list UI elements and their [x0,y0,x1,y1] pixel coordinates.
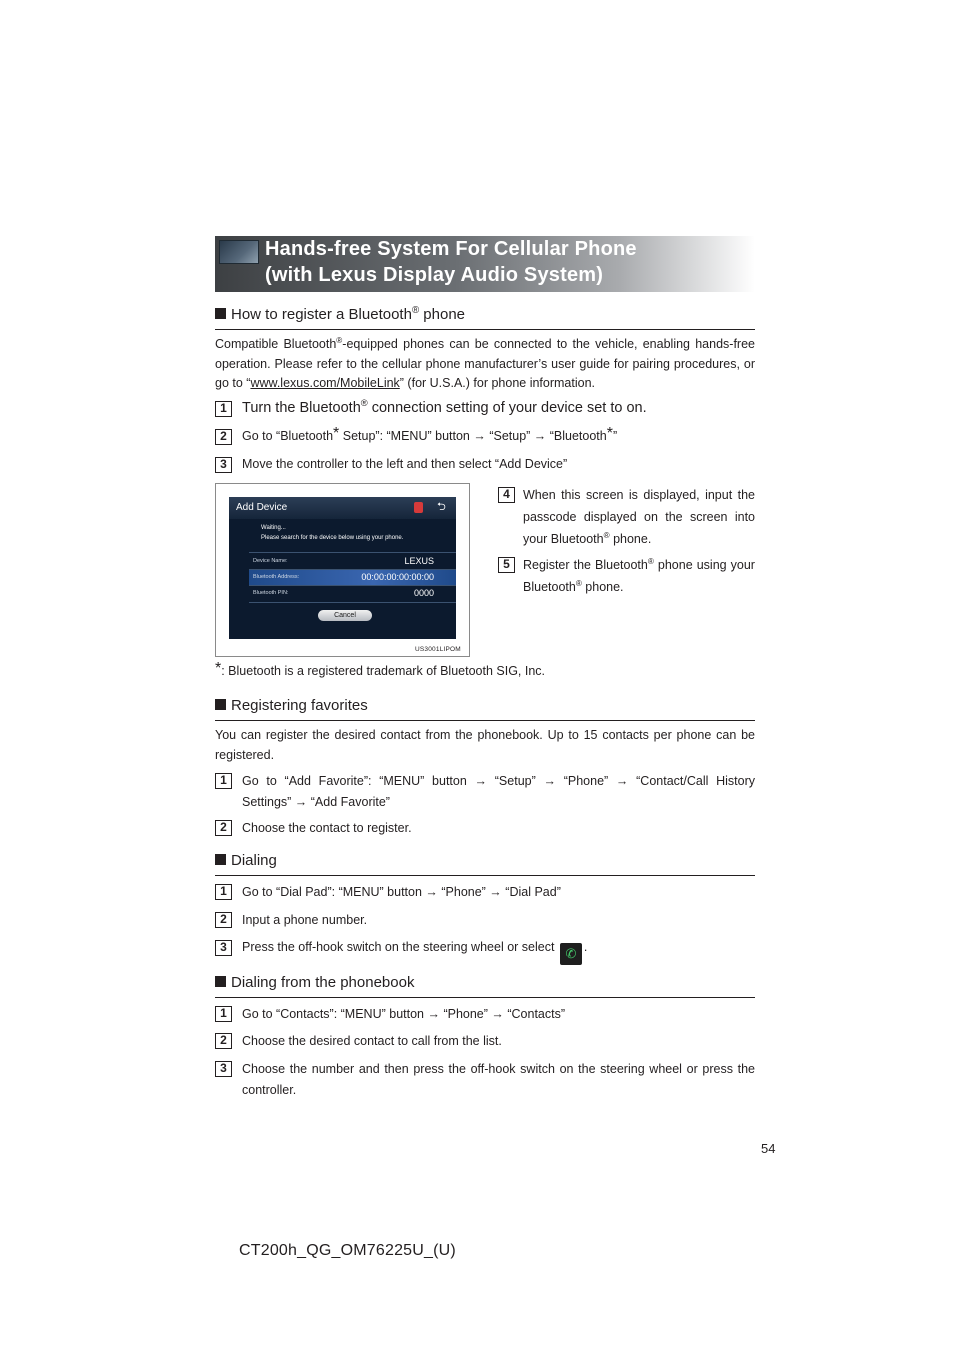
dialing-step-1: Go to “Dial Pad”: “MENU” button → “Phone” → “Dial Pad” [242,885,561,899]
document-code: CT200h_QG_OM76225U_(U) [239,1242,456,1259]
trademark-footnote: *: Bluetooth is a registered trademark of Bluetooth SIG, Inc. [215,660,546,678]
step-badge-5: 5 [498,557,515,573]
favorites-step-2: Choose the contact to register. [242,821,412,835]
screen-divider [249,602,456,603]
page-title [265,236,745,288]
step-badge-1: 1 [215,773,232,789]
section-square-icon [215,854,226,865]
screen-title: Add Device [236,502,288,513]
register-intro: Compatible Bluetooth®-equipped phones can be connected to the vehicle, enabling hands-free operation. Please refer to the cellular phone manufacturer’s user guide for pairing procedures, or go to “www.lexus.com/MobileLink” (for U.S.A.) for phone information. [215,335,755,390]
bluetooth-pin-row: Bluetooth PIN: 0000 [253,588,434,598]
phone-call-icon[interactable]: ✆ [560,943,582,965]
section-square-icon [215,308,226,319]
register-step-2: Go to “Bluetooth* Setup”: “MENU” button → “Setup” → “Bluetooth*” [242,425,618,443]
figure-code: US3001LIPOM [415,646,461,653]
register-step-4: When this screen is displayed, input the passcode displayed on the screen into your Bluetooth® phone. [523,488,755,546]
phonebook-step-2: Choose the desired contact to call from the list. [242,1034,502,1048]
dialing-step-2: Input a phone number. [242,913,368,927]
step-badge-1: 1 [215,401,232,417]
step-badge-3: 3 [215,1061,232,1077]
register-step-5: Register the Bluetooth® phone using your Bluetooth® phone. [523,556,755,594]
phonebook-step-3: Choose the number and then press the off-hook switch on the steering wheel or press the controller. [242,1062,755,1097]
section-heading-register: How to register a Bluetooth® phone [215,305,755,330]
section-heading-favorites: Registering favorites [215,696,755,721]
section-square-icon [215,699,226,710]
register-step-3: Move the controller to the left and then select “Add Device” [242,457,568,471]
cancel-button[interactable]: Cancel [318,610,372,621]
step-badge-1: 1 [215,1006,232,1022]
step-badge-3: 3 [215,457,232,473]
screen-waiting-text: Waiting... Please search for the device below using your phone. [261,525,404,541]
phonebook-step-1: Go to “Contacts”: “MENU” button → “Phone” → “Contacts” [242,1007,566,1021]
banner-thumbnail-icon [219,240,259,264]
page-number: 54 [761,1141,776,1156]
dialing-step-3: Press the off-hook switch on the steering wheel or select ✆ . [242,937,755,965]
section-heading-phonebook: Dialing from the phonebook [215,973,755,998]
favorites-step-1: Go to “Add Favorite”: “MENU” button → “Setup” → “Phone” → “Contact/Call History Settings” → “Add Favorite” [242,774,755,809]
page-title-line2: (with Lexus Display Audio System) [265,264,604,286]
register-step-1: Turn the Bluetooth® connection setting of your device set to on. [242,397,647,416]
back-arrow-icon[interactable]: ⮌ [437,501,446,513]
step-badge-1: 1 [215,884,232,900]
add-device-screen [229,497,456,639]
step-badge-2: 2 [215,1033,232,1049]
phone-status-icon [414,502,423,513]
page-title-line1: Hands-free System For Cellular Phone [265,238,637,260]
device-name-row: Device Name: LEXUS [253,556,434,566]
step-badge-4: 4 [498,487,515,503]
step-badge-3: 3 [215,940,232,956]
mobilelink-url[interactable]: www.lexus.com/MobileLink [250,376,400,390]
step-badge-2: 2 [215,429,232,445]
screen-divider [249,552,456,553]
favorites-intro: You can register the desired contact from the phonebook. Up to 15 contacts per phone can be registered. [215,728,755,762]
step-badge-2: 2 [215,820,232,836]
section-square-icon [215,976,226,987]
section-heading-dialing: Dialing [215,851,755,876]
step-badge-2: 2 [215,912,232,928]
bluetooth-address-row: Bluetooth Address: 00:00:00:00:00:00 [249,570,456,585]
